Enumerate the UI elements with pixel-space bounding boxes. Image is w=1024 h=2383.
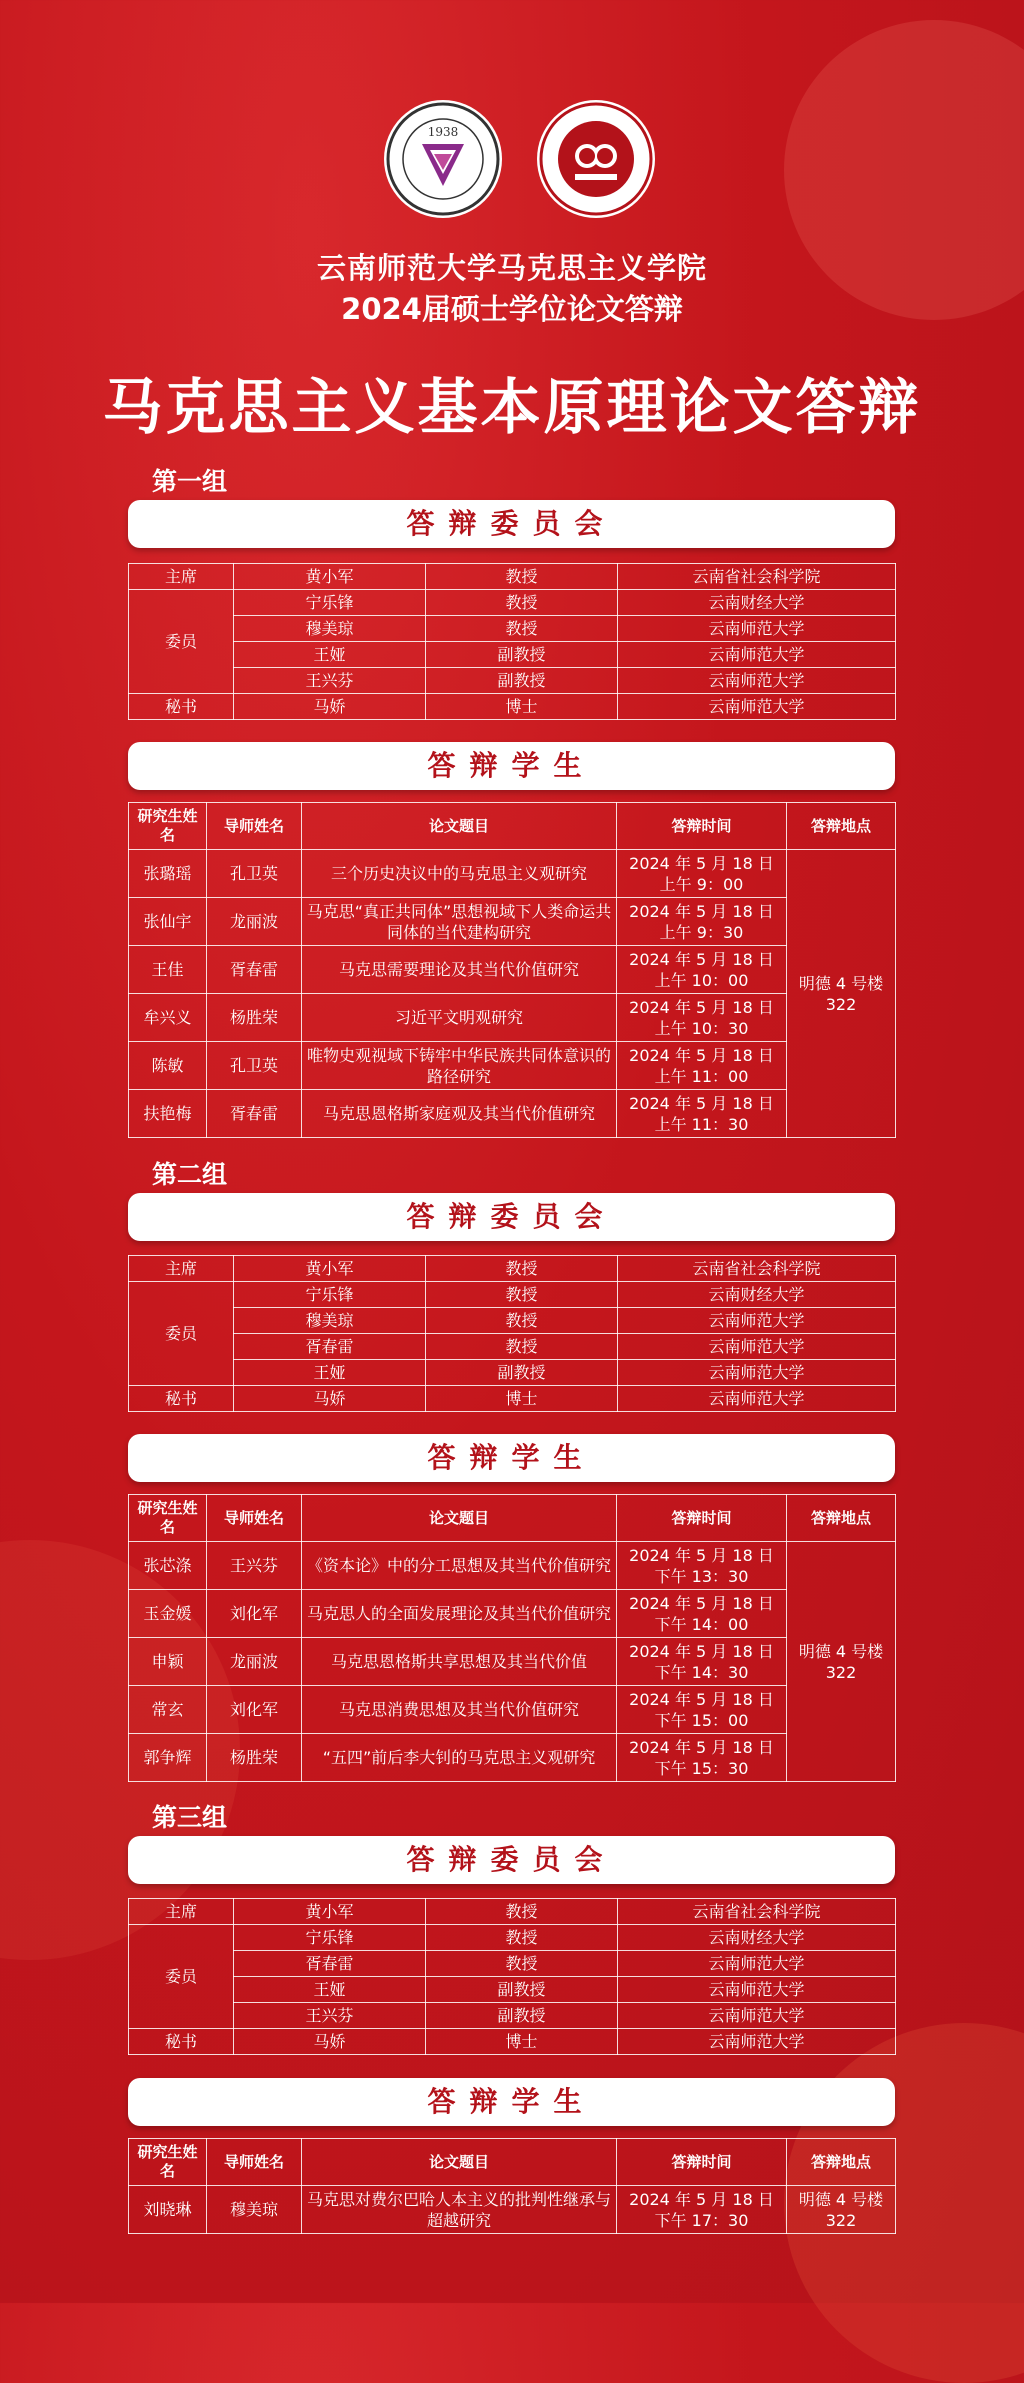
student-name: 申颖 <box>129 1638 207 1686</box>
member-title: 博士 <box>426 694 618 720</box>
student-name: 张璐瑶 <box>129 850 207 898</box>
table-row <box>129 590 896 616</box>
role-cell: 秘书 <box>129 1386 234 1412</box>
table-row <box>129 2003 896 2029</box>
member-name: 胥春雷 <box>234 1951 426 1977</box>
thesis-topic: 马克思恩格斯家庭观及其当代价值研究 <box>302 1090 617 1138</box>
role-cell: 主席 <box>129 1256 234 1282</box>
defense-time: 2024 年 5 月 18 日 下午 17：30 <box>617 2186 787 2234</box>
column-header: 答辩时间 <box>617 2139 787 2186</box>
page-title: 马克思主义基本原理论文答辩 <box>102 373 922 443</box>
defense-location: 明德 4 号楼 322 <box>787 1542 896 1782</box>
member-name: 马娇 <box>234 694 426 720</box>
member-name: 穆美琼 <box>234 616 426 642</box>
table-row <box>129 642 896 668</box>
column-header: 答辩地点 <box>787 803 896 850</box>
table-row <box>129 1256 896 1282</box>
defense-time: 2024 年 5 月 18 日 下午 13：30 <box>617 1542 787 1590</box>
member-title: 教授 <box>426 1334 618 1360</box>
table-row <box>129 694 896 720</box>
table-row <box>129 946 896 994</box>
column-header: 导师姓名 <box>207 1495 302 1542</box>
member-title: 教授 <box>426 1951 618 1977</box>
member-title: 教授 <box>426 564 618 590</box>
table-row <box>129 1042 896 1090</box>
student-name: 扶艳梅 <box>129 1090 207 1138</box>
students-heading: 答辩学生 <box>128 742 895 790</box>
role-cell: 主席 <box>129 1899 234 1925</box>
table-row <box>129 564 896 590</box>
column-header: 论文题目 <box>302 803 617 850</box>
table-row <box>129 1899 896 1925</box>
thesis-topic: 马克思需要理论及其当代价值研究 <box>302 946 617 994</box>
member-org: 云南师范大学 <box>618 2003 896 2029</box>
member-org: 云南师范大学 <box>618 1334 896 1360</box>
advisor-name: 龙丽波 <box>207 1638 302 1686</box>
role-cell: 委员 <box>129 590 234 694</box>
event-subtitle: 2024届硕士学位论文答辩 <box>341 292 683 326</box>
column-header: 答辩地点 <box>787 2139 896 2186</box>
column-header: 研究生姓名 <box>129 2139 207 2186</box>
role-cell: 委员 <box>129 1925 234 2029</box>
member-title: 教授 <box>426 1899 618 1925</box>
table-row <box>129 1977 896 2003</box>
committee-heading: 答辩委员会 <box>128 1836 895 1884</box>
table-row <box>129 898 896 946</box>
school-name: 云南师范大学马克思主义学院 <box>316 251 707 285</box>
students-table <box>128 2138 896 2234</box>
table-row <box>129 1308 896 1334</box>
student-name: 玉金媛 <box>129 1590 207 1638</box>
defense-time: 2024 年 5 月 18 日 下午 14：00 <box>617 1590 787 1638</box>
thesis-topic: “五四”前后李大钊的马克思主义观研究 <box>302 1734 617 1782</box>
member-org: 云南省社会科学院 <box>618 564 896 590</box>
student-name: 郭争辉 <box>129 1734 207 1782</box>
table-row <box>129 1951 896 1977</box>
thesis-topic: 马克思对费尔巴哈人本主义的批判性继承与超越研究 <box>302 2186 617 2234</box>
member-name: 马娇 <box>234 2029 426 2055</box>
thesis-topic: 马克思“真正共同体”思想视域下人类命运共同体的当代建构研究 <box>302 898 617 946</box>
member-title: 副教授 <box>426 1360 618 1386</box>
role-cell: 委员 <box>129 1282 234 1386</box>
defense-time: 2024 年 5 月 18 日 下午 15：30 <box>617 1734 787 1782</box>
defense-time: 2024 年 5 月 18 日 上午 11：00 <box>617 1042 787 1090</box>
defense-time: 2024 年 5 月 18 日 上午 10：30 <box>617 994 787 1042</box>
students-heading: 答辩学生 <box>128 2078 895 2126</box>
defense-time: 2024 年 5 月 18 日 下午 15：00 <box>617 1686 787 1734</box>
defense-location: 明德 4 号楼 322 <box>787 2186 896 2234</box>
member-org: 云南师范大学 <box>618 2029 896 2055</box>
committee-table <box>128 1255 896 1412</box>
group-title: 第一组 <box>152 467 228 496</box>
student-name: 常玄 <box>129 1686 207 1734</box>
table-row <box>129 1282 896 1308</box>
thesis-topic: 马克思消费思想及其当代价值研究 <box>302 1686 617 1734</box>
defense-time: 2024 年 5 月 18 日 上午 10：00 <box>617 946 787 994</box>
defense-location: 明德 4 号楼 322 <box>787 850 896 1138</box>
member-org: 云南师范大学 <box>618 1951 896 1977</box>
member-title: 教授 <box>426 1256 618 1282</box>
member-org: 云南省社会科学院 <box>618 1899 896 1925</box>
member-org: 云南省社会科学院 <box>618 1256 896 1282</box>
student-name: 张芯涤 <box>129 1542 207 1590</box>
table-row <box>129 1090 896 1138</box>
thesis-topic: 《资本论》中的分工思想及其当代价值研究 <box>302 1542 617 1590</box>
member-title: 副教授 <box>426 642 618 668</box>
student-name: 刘晓琳 <box>129 2186 207 2234</box>
member-title: 教授 <box>426 616 618 642</box>
member-title: 副教授 <box>426 668 618 694</box>
table-row <box>129 1734 896 1782</box>
member-org: 云南财经大学 <box>618 1282 896 1308</box>
school-logo <box>537 100 655 218</box>
column-header: 答辩时间 <box>617 1495 787 1542</box>
table-row <box>129 2029 896 2055</box>
student-name: 王佳 <box>129 946 207 994</box>
member-title: 教授 <box>426 1925 618 1951</box>
member-name: 王娅 <box>234 1977 426 2003</box>
group-title: 第三组 <box>152 1803 228 1832</box>
member-org: 云南财经大学 <box>618 590 896 616</box>
member-org: 云南师范大学 <box>618 694 896 720</box>
advisor-name: 胥春雷 <box>207 946 302 994</box>
table-row <box>129 1686 896 1734</box>
advisor-name: 杨胜荣 <box>207 994 302 1042</box>
member-title: 教授 <box>426 1308 618 1334</box>
member-org: 云南师范大学 <box>618 668 896 694</box>
member-name: 胥春雷 <box>234 1334 426 1360</box>
table-row <box>129 1542 896 1590</box>
table-row <box>129 668 896 694</box>
column-header: 研究生姓名 <box>129 1495 207 1542</box>
member-name: 黄小军 <box>234 564 426 590</box>
advisor-name: 王兴芬 <box>207 1542 302 1590</box>
member-name: 宁乐锋 <box>234 590 426 616</box>
table-row <box>129 2186 896 2234</box>
defense-time: 2024 年 5 月 18 日 上午 9：00 <box>617 850 787 898</box>
group-title: 第二组 <box>152 1160 228 1189</box>
member-title: 博士 <box>426 2029 618 2055</box>
advisor-name: 龙丽波 <box>207 898 302 946</box>
member-name: 王兴芬 <box>234 668 426 694</box>
column-header: 研究生姓名 <box>129 803 207 850</box>
advisor-name: 刘化军 <box>207 1686 302 1734</box>
role-cell: 秘书 <box>129 694 234 720</box>
role-cell: 秘书 <box>129 2029 234 2055</box>
member-org: 云南师范大学 <box>618 1977 896 2003</box>
advisor-name: 孔卫英 <box>207 850 302 898</box>
thesis-topic: 习近平文明观研究 <box>302 994 617 1042</box>
member-title: 教授 <box>426 1282 618 1308</box>
table-header <box>129 803 896 850</box>
committee-heading: 答辩委员会 <box>128 500 895 548</box>
table-row <box>129 1925 896 1951</box>
thesis-topic: 唯物史观视域下铸牢中华民族共同体意识的路径研究 <box>302 1042 617 1090</box>
member-org: 云南师范大学 <box>618 1308 896 1334</box>
logo-year: 1938 <box>427 125 459 139</box>
table-header <box>129 1495 896 1542</box>
member-name: 穆美琼 <box>234 1308 426 1334</box>
column-header: 导师姓名 <box>207 2139 302 2186</box>
member-name: 黄小军 <box>234 1899 426 1925</box>
column-header: 导师姓名 <box>207 803 302 850</box>
table-row <box>129 850 896 898</box>
thesis-topic: 马克思恩格斯共享思想及其当代价值 <box>302 1638 617 1686</box>
thesis-topic: 马克思人的全面发展理论及其当代价值研究 <box>302 1590 617 1638</box>
role-cell: 主席 <box>129 564 234 590</box>
advisor-name: 杨胜荣 <box>207 1734 302 1782</box>
member-title: 教授 <box>426 590 618 616</box>
column-header: 答辩时间 <box>617 803 787 850</box>
member-org: 云南财经大学 <box>618 1925 896 1951</box>
advisor-name: 胥春雷 <box>207 1090 302 1138</box>
member-name: 王兴芬 <box>234 2003 426 2029</box>
column-header: 答辩地点 <box>787 1495 896 1542</box>
defense-time: 2024 年 5 月 18 日 下午 14：30 <box>617 1638 787 1686</box>
table-row <box>129 616 896 642</box>
member-name: 黄小军 <box>234 1256 426 1282</box>
table-row <box>129 1334 896 1360</box>
advisor-name: 刘化军 <box>207 1590 302 1638</box>
logo-row <box>0 100 1024 222</box>
university-logo <box>384 100 502 218</box>
member-name: 宁乐锋 <box>234 1925 426 1951</box>
committee-table <box>128 563 896 720</box>
member-name: 宁乐锋 <box>234 1282 426 1308</box>
table-header <box>129 2139 896 2186</box>
member-org: 云南师范大学 <box>618 642 896 668</box>
table-row <box>129 1360 896 1386</box>
member-org: 云南师范大学 <box>618 616 896 642</box>
table-row <box>129 1386 896 1412</box>
students-table <box>128 802 896 1138</box>
defense-time: 2024 年 5 月 18 日 上午 11：30 <box>617 1090 787 1138</box>
table-row <box>129 1590 896 1638</box>
column-header: 论文题目 <box>302 1495 617 1542</box>
member-org: 云南师范大学 <box>618 1386 896 1412</box>
member-title: 副教授 <box>426 2003 618 2029</box>
committee-table <box>128 1898 896 2055</box>
member-name: 马娇 <box>234 1386 426 1412</box>
member-name: 王娅 <box>234 1360 426 1386</box>
committee-heading: 答辩委员会 <box>128 1193 895 1241</box>
column-header: 论文题目 <box>302 2139 617 2186</box>
student-name: 牟兴义 <box>129 994 207 1042</box>
table-row <box>129 1638 896 1686</box>
student-name: 张仙宇 <box>129 898 207 946</box>
member-name: 王娅 <box>234 642 426 668</box>
defense-time: 2024 年 5 月 18 日 上午 9：30 <box>617 898 787 946</box>
member-title: 博士 <box>426 1386 618 1412</box>
advisor-name: 孔卫英 <box>207 1042 302 1090</box>
student-name: 陈敏 <box>129 1042 207 1090</box>
students-table <box>128 1494 896 1782</box>
students-heading: 答辩学生 <box>128 1434 895 1482</box>
table-row <box>129 994 896 1042</box>
advisor-name: 穆美琼 <box>207 2186 302 2234</box>
member-org: 云南师范大学 <box>618 1360 896 1386</box>
thesis-topic: 三个历史决议中的马克思主义观研究 <box>302 850 617 898</box>
member-title: 副教授 <box>426 1977 618 2003</box>
